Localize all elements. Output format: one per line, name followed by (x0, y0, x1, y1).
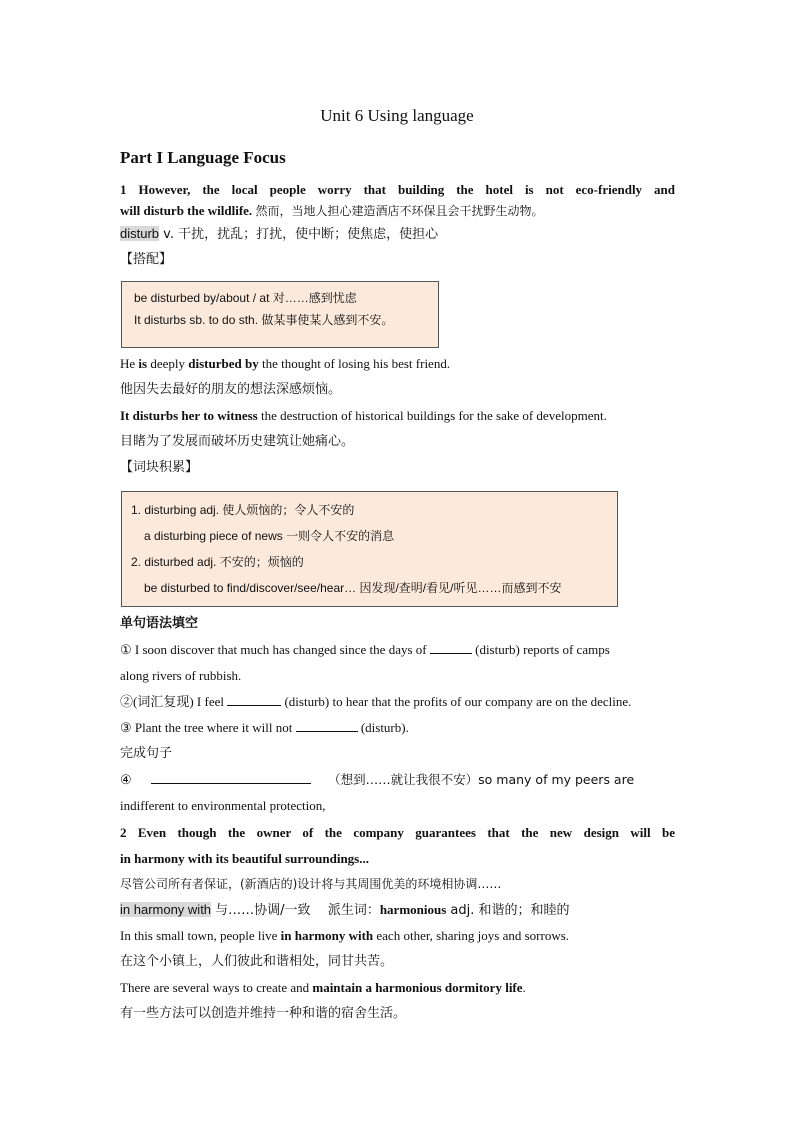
answer-blank-3[interactable] (296, 718, 358, 732)
text-fragment: ②(词汇复现) I feel (120, 694, 224, 709)
example-translation-3: 在这个小镇上，人们彼此和谐相处，同甘共苦。 (120, 954, 394, 969)
chunk-item: 1. disturbing adj. 使人烦恼的；令人不安的 (131, 503, 355, 517)
text-fragment: There are several ways to create and (120, 980, 313, 995)
question-2 (120, 692, 675, 712)
headword: disturb (120, 226, 160, 241)
chunk-item: 2. disturbed adj. 不安的；烦恼的 (131, 555, 304, 569)
text-fragment: In this small town, people live (120, 928, 281, 943)
complete-sentence-heading: 完成句子 (120, 746, 173, 761)
question-4-line1 (120, 770, 675, 790)
text-fragment: （想到……就让我很不安）so many of my peers are (328, 772, 635, 787)
phrase-entry (120, 900, 675, 921)
collocation-item: It disturbs sb. to do sth. 做某事使某人感到不安。 (134, 313, 394, 327)
example-translation-4: 有一些方法可以创造并维持一种和谐的宿舍生活。 (120, 1006, 407, 1021)
example-translation-2: 目睹为了发展而破坏历史建筑让她痛心。 (120, 434, 355, 449)
item1-sentence-line1: 1 However, the local people worry that building the hotel is not eco-friendly and (120, 182, 675, 197)
example-sentence-4 (120, 978, 675, 998)
example-translation-1: 他因失去最好的朋友的想法深感烦恼。 (120, 382, 342, 397)
bold-fragment: maintain a harmonious dormitory life (312, 980, 523, 995)
headword-definition: v. 干扰，扰乱；打扰，使中断；使焦虑，使担心 (159, 227, 439, 242)
chunk-heading: 【词块积累】 (120, 460, 199, 475)
collocation-box (121, 281, 439, 348)
answer-blank-4[interactable] (151, 770, 311, 784)
text-fragment: deeply (147, 356, 189, 371)
item1-sentence-zh: 然而，当地人担心建造酒店不环保且会干扰野生动物。 (255, 204, 544, 218)
question-4-line2: indifferent to environmental protection, (120, 798, 326, 813)
chunk-item: a disturbing piece of news 一则令人不安的消息 (144, 529, 395, 543)
item1-sentence-en: will disturb the wildlife. (120, 203, 253, 218)
exercise-heading: 单句语法填空 (120, 616, 199, 631)
page-title: Unit 6 Using language (320, 106, 474, 125)
collocation-item: be disturbed by/about / at 对……感到忧虑 (134, 291, 357, 305)
item2-sentence-line2: in harmony with its beautiful surroundings... (120, 851, 369, 866)
derivative-definition: adj. 和谐的；和睦的 (446, 903, 570, 918)
text-fragment: He (120, 356, 139, 371)
collocation-heading: 【搭配】 (120, 252, 173, 267)
item2-sentence-zh: 尽管公司所有者保证，(新酒店的)设计将与其周围优美的环境相协调…… (120, 877, 502, 891)
question-1-line1 (120, 640, 675, 660)
chunk-item: be disturbed to find/discover/see/hear… 因发现/查明/看见/听见……而感到不安 (144, 581, 562, 595)
bold-fragment: disturbed by (188, 356, 259, 371)
text-fragment: each other, sharing joys and sorrows. (373, 928, 570, 943)
text-fragment: ④ (120, 772, 132, 787)
text-fragment: ③ Plant the tree where it will not (120, 720, 293, 735)
answer-blank-2[interactable] (227, 692, 281, 706)
example-sentence-3 (120, 926, 675, 946)
headphrase: in harmony with (120, 902, 212, 917)
text-fragment: the destruction of historical buildings for the sake of development. (257, 408, 607, 423)
answer-blank-1[interactable] (430, 640, 472, 654)
question-3 (120, 718, 675, 738)
text-fragment: (disturb) to hear that the profits of our company are on the decline. (284, 694, 632, 709)
example-sentence-1 (120, 354, 675, 374)
chunk-box (121, 491, 618, 607)
question-1-line2: along rivers of rubbish. (120, 668, 242, 683)
example-sentence-2 (120, 406, 675, 426)
phrase-definition: 与……协调/一致 (211, 903, 311, 918)
text-fragment: the thought of losing his best friend. (258, 356, 451, 371)
bold-fragment: in harmony with (280, 928, 374, 943)
text-fragment: (disturb). (360, 720, 409, 735)
text-fragment: . (522, 980, 526, 995)
text-fragment: (disturb) reports of camps (475, 642, 610, 657)
derivative-label: 派生词： (327, 903, 380, 918)
bold-fragment: It disturbs her to witness (120, 408, 258, 423)
bold-fragment: is (138, 356, 148, 371)
text-fragment: ① I soon discover that much has changed since the days of (120, 642, 427, 657)
word-entry (120, 224, 675, 245)
derivative-word: harmonious (379, 902, 447, 917)
item1-sentence-line2 (120, 201, 675, 221)
part-heading: Part I Language Focus (120, 148, 286, 167)
item2-sentence-line1: 2 Even though the owner of the company guarantees that the new design will be (120, 825, 675, 840)
